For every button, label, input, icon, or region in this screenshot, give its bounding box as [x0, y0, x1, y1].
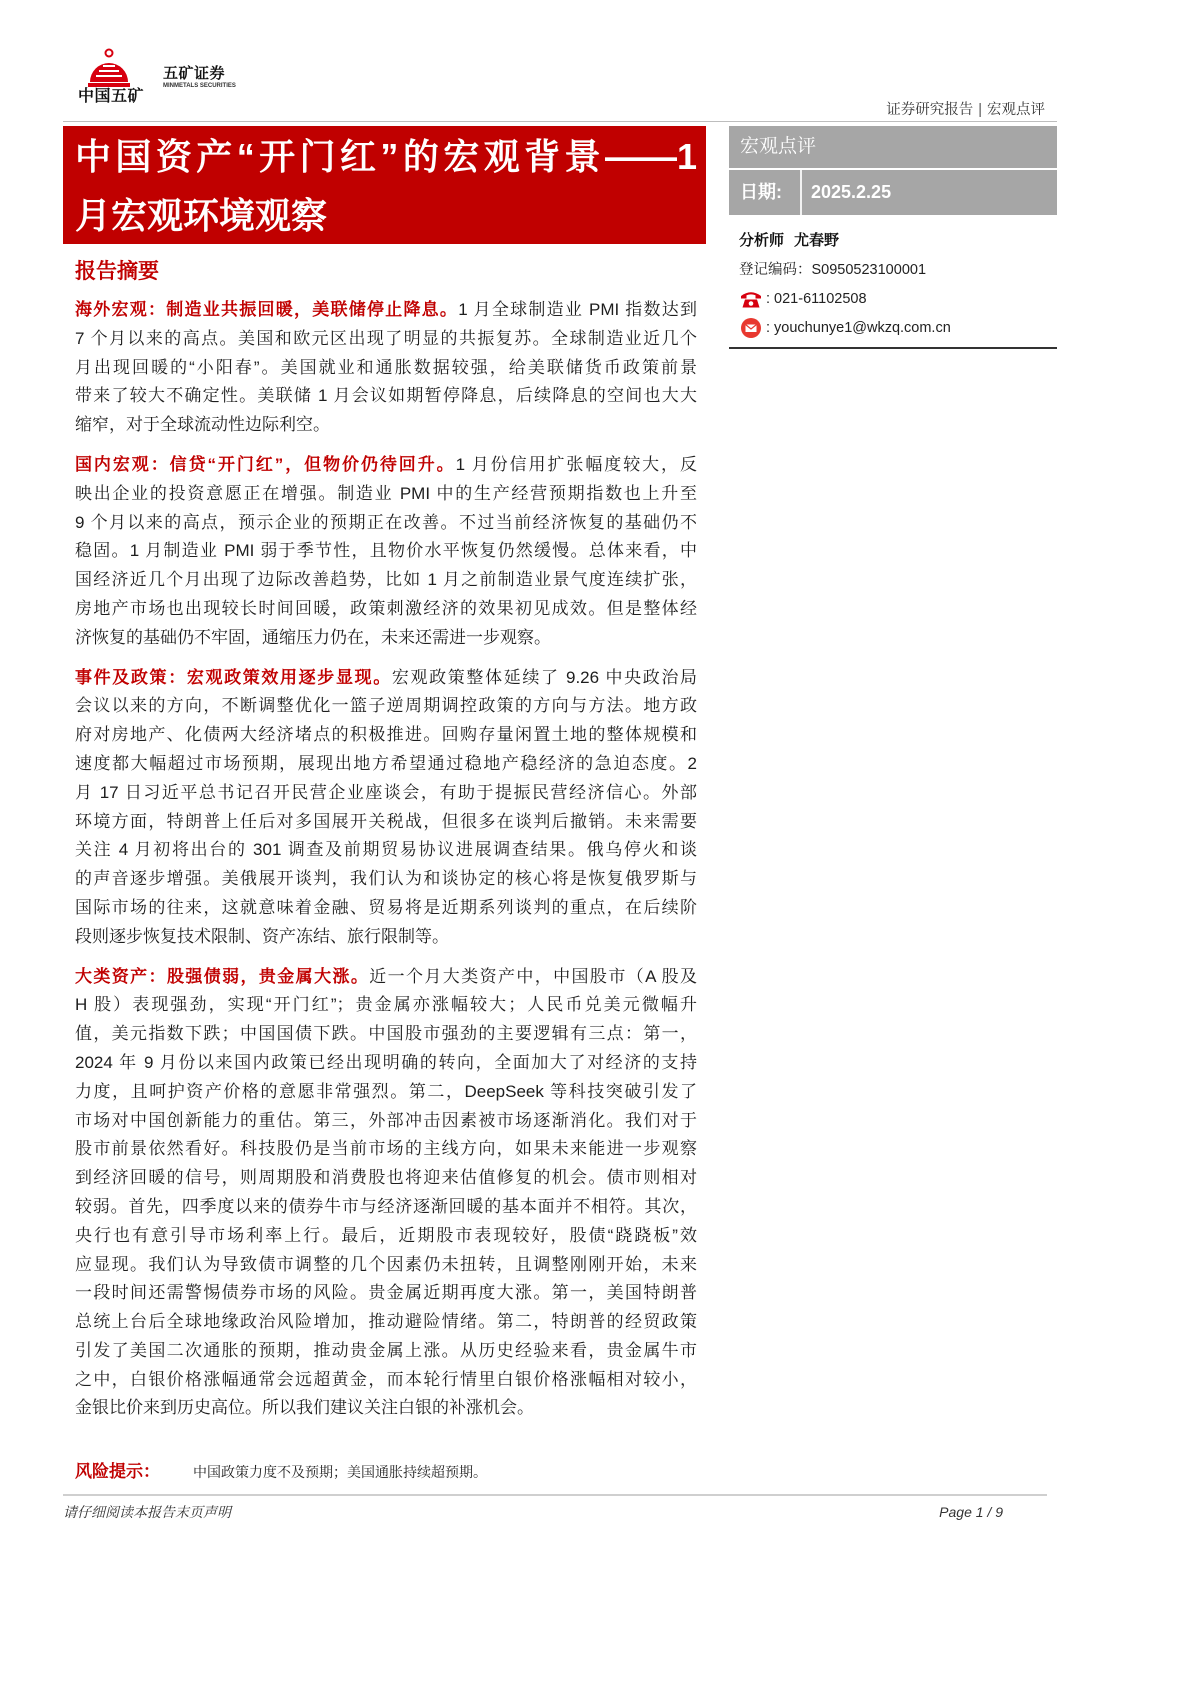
- paragraph-line: 到经济回暖的信号，则周期股和消费股也将迎来估值修复的机会。债市则相对: [75, 1168, 697, 1188]
- paragraph-line: 映出企业的投资意愿正在增强。制造业 PMI 中的生产经营预期指数也上升至: [75, 483, 697, 503]
- analyst-label: 分析师: [739, 232, 785, 249]
- paragraph-line: 的声音逐步增强。美俄展开谈判，我们认为和谈协定的核心将是恢复俄罗斯与: [75, 869, 697, 889]
- paragraph-line: 9 个月以来的高点，预示企业的预期正在改善。不过当前经济恢复的基础仍不: [75, 512, 697, 532]
- paragraph-line: 月出现回暖的“小阳春”。美国就业和通胀数据较强，给美联储货币政策前景: [75, 357, 697, 377]
- report-title: [75, 127, 697, 245]
- summary-paragraph: [75, 296, 697, 440]
- paragraph-line: 关注 4 月初将出台的 301 调查及前期贸易协议进展调查结果。俄乌停火和谈: [75, 840, 697, 860]
- registration-number: S0950523100001: [811, 262, 927, 278]
- risk-label: 风险提示：: [75, 1462, 160, 1481]
- analyst-rule: [729, 347, 1057, 349]
- paragraph-line: 会议以来的方向，不断调整优化一篮子逆周期调控政策的方向与方法。地方政: [75, 696, 697, 716]
- paragraph-line: 2024 年 9 月份以来国内政策已经出现明确的转向，全面加大了对经济的支持: [75, 1052, 697, 1072]
- paragraph-line: 国际市场的往来，这就意味着金融、贸易将是近期系列谈判的重点，在后续阶: [75, 897, 697, 917]
- date-label: 日期:: [740, 182, 782, 202]
- paragraph-line: 稳固。1 月制造业 PMI 弱于季节性，且物价水平恢复仍然缓慢。总体来看，中: [75, 541, 697, 561]
- paragraph-line: [75, 664, 697, 693]
- paragraph-line: 速度都大幅超过市场预期，展现出地方希望通过稳地产稳经济的急迫态度。2: [75, 753, 697, 773]
- paragraph-lead: 事件及政策：宏观政策效用逐步显现。: [75, 667, 392, 687]
- paragraph-line: [75, 296, 697, 325]
- report-date: 2025.2.25: [811, 182, 892, 202]
- summary-paragraph: [75, 451, 697, 653]
- paragraph-line: H 股）表现强劲，实现“开门红”；贵金属亦涨幅较大；人民币兑美元微幅升: [75, 995, 697, 1015]
- summary-paragraph: [75, 963, 697, 1424]
- analyst-name: 尤春野: [794, 232, 840, 249]
- paragraph-text: 宏观政策整体延续了 9.26 中央政治局: [391, 667, 697, 687]
- date-divider: [800, 170, 802, 215]
- paragraph-line: [75, 451, 697, 480]
- paragraph-lead: 国内宏观：信贷“开门红”，但物价仍待回升。: [75, 454, 456, 474]
- info-category-box: [729, 126, 1057, 168]
- logo-brand-name: 五矿证券: [163, 65, 226, 82]
- risk-text: 中国政策力度不及预期；美国通胀持续超预期。: [193, 1464, 487, 1480]
- paragraph-line: 力度，且呵护资产价格的意愿非常强烈。第二，DeepSeek 等科技突破引发了: [75, 1081, 697, 1101]
- paragraph-line: 股市前景依然看好。科技股仍是当前市场的主线方向，如果未来能进一步观察: [75, 1139, 697, 1159]
- paragraph-line: 带来了较大不确定性。美联储 1 月会议如期暂停降息，后续降息的空间也大大: [75, 386, 697, 406]
- paragraph-line: 一段时间还需警惕债券市场的风险。贵金属近期再度大涨。第一，美国特朗普: [75, 1283, 697, 1303]
- paragraph-line: 值，美元指数下跌；中国国债下跌。中国股市强劲的主要逻辑有三点：第一，: [75, 1024, 697, 1044]
- report-category: 宏观点评: [987, 102, 1045, 118]
- paragraph-lead: 海外宏观：制造业共振回暖，美联储停止降息。: [75, 300, 459, 319]
- paragraph-line: 市场对中国创新能力的重估。第三，外部冲击因素被市场逐渐消化。我们对于: [75, 1110, 697, 1130]
- phone-number: : 021-61102508: [766, 291, 867, 307]
- header-rule: [63, 121, 1057, 122]
- paragraph-line: 应显现。我们认为导致债市调整的几个因素仍未扭转，且调整刚刚开始，未来: [75, 1254, 697, 1274]
- title-line: 中国资产“开门红”的宏观背景——1: [75, 136, 697, 177]
- paragraph-lead: 大类资产：股强债弱，贵金属大涨。: [75, 966, 370, 986]
- paragraph-line: 房地产市场也出现较长时间回暖，政策刺激经济的效果初见成效。但是整体经: [75, 598, 697, 618]
- paragraph-line: 环境方面，特朗普上任后对多国展开关税战，但很多在谈判后撤销。未来需要: [75, 811, 697, 831]
- page-number: Page 1 / 9: [939, 1504, 1003, 1520]
- paragraph-text: 1 月全球制造业 PMI 指数达到: [458, 300, 697, 319]
- paragraph-text: 近一个月大类资产中，中国股市（A 股及: [369, 966, 698, 986]
- registration-row: [739, 261, 926, 279]
- paragraph-line: 府对房地产、化债两大经济堵点的积极推进。回购存量闲置土地的整体规模和: [75, 725, 697, 745]
- summary-body: [75, 296, 697, 1434]
- paragraph-line: 央行也有意引导市场利率上行。最后，近期股市表现较好，股债“跷跷板”效: [75, 1225, 697, 1245]
- title-banner: [63, 126, 706, 244]
- phone-icon: [740, 290, 762, 308]
- paragraph-line: 金银比价来到历史高位。所以我们建议关注白银的补涨机会。: [75, 1398, 534, 1418]
- company-logo: [78, 46, 243, 110]
- footer-disclaimer: 请仔细阅读本报告末页声明: [63, 1504, 231, 1520]
- paragraph-line: 引发了美国二次通胀的预期，推动贵金属上涨。从历史经验来看，贵金属牛市: [75, 1340, 697, 1360]
- analyst-row: [739, 232, 839, 250]
- footer-rule: [63, 1494, 1047, 1496]
- meta-separator: |: [978, 102, 982, 118]
- paragraph-line: 之中，白银价格涨幅通常会远超黄金，而本轮行情里白银价格涨幅相对较小，: [75, 1369, 697, 1389]
- paragraph-line: 月 17 日习近平总书记召开民营企业座谈会，有助于提振民营经济信心。外部: [75, 782, 697, 802]
- minmetals-emblem-icon: [85, 48, 133, 88]
- report-meta: [886, 101, 1045, 119]
- info-category: 宏观点评: [740, 136, 817, 157]
- paragraph-line: 济恢复的基础仍不牢固，通缩压力仍在，未来还需进一步观察。: [75, 627, 551, 647]
- paragraph-line: 缩窄，对于全球流动性边际利空。: [75, 415, 330, 435]
- summary-heading: 报告摘要: [75, 260, 159, 283]
- report-type: 证券研究报告: [886, 102, 974, 118]
- summary-paragraph: [75, 664, 697, 952]
- paragraph-line: 7 个月以来的高点。美国和欧元区出现了明显的共振复苏。全球制造业近几个: [75, 328, 697, 348]
- email-address: : youchunye1@wkzq.com.cn: [766, 320, 951, 336]
- paragraph-line: [75, 963, 697, 992]
- paragraph-line: 国经济近几个月出现了边际改善趋势，比如 1 月之前制造业景气度连续扩张，: [75, 570, 697, 590]
- paragraph-line: 总统上台后全球地缘政治风险增加，推动避险情绪。第二，特朗普的经贸政策: [75, 1312, 697, 1332]
- info-date-box: [729, 170, 1057, 215]
- paragraph-line: 较弱。首先，四季度以来的债券牛市与经济逐渐回暖的基本面并不相符。其次，: [75, 1196, 697, 1216]
- logo-group-name: 中国五矿: [78, 88, 145, 105]
- paragraph-text: 1 月份信用扩张幅度较大，反: [455, 454, 697, 474]
- email-icon: [741, 318, 761, 338]
- paragraph-line: 段则逐步恢复技术限制、资产冻结、旅行限制等。: [75, 926, 449, 946]
- title-line: 月宏观环境观察: [75, 195, 328, 236]
- registration-label: 登记编码：: [739, 262, 812, 278]
- logo-brand-english: MINMETALS SECURITIES: [163, 83, 236, 89]
